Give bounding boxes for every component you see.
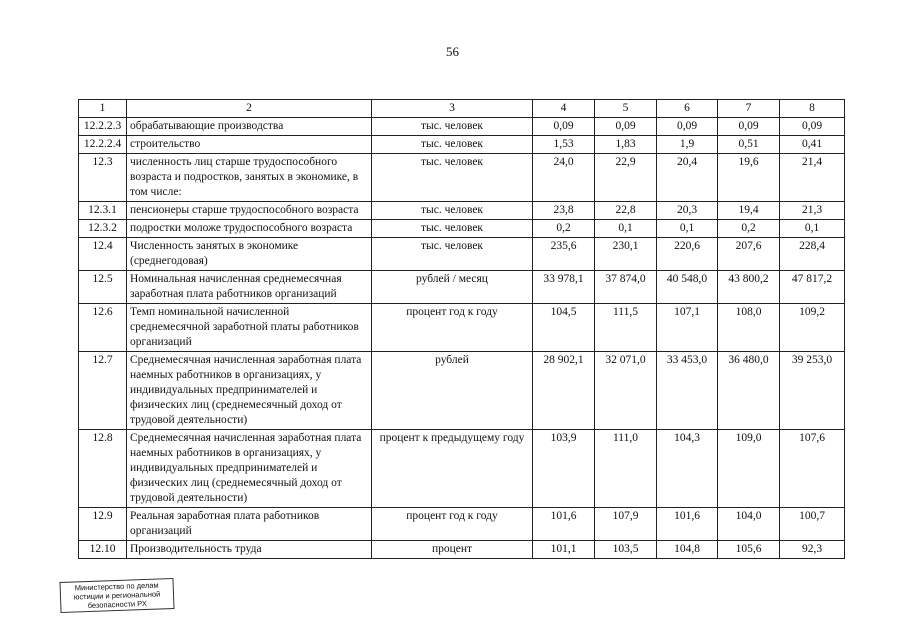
row-value-cell: 104,8 <box>657 541 718 559</box>
row-value-cell: 0,2 <box>533 220 595 238</box>
row-value-cell: 220,6 <box>657 238 718 271</box>
row-unit-cell: процент год к году <box>372 304 533 352</box>
row-value-cell: 111,0 <box>595 430 657 508</box>
row-value-cell: 109,0 <box>718 430 780 508</box>
row-value-cell: 33 978,1 <box>533 271 595 304</box>
row-value-cell: 28 902,1 <box>533 352 595 430</box>
row-code-cell: 12.6 <box>79 304 127 352</box>
row-value-cell: 207,6 <box>718 238 780 271</box>
row-value-cell: 103,9 <box>533 430 595 508</box>
row-code-cell: 12.5 <box>79 271 127 304</box>
table-row <box>79 352 845 430</box>
row-value-cell: 107,6 <box>780 430 845 508</box>
row-value-cell: 0,41 <box>780 136 845 154</box>
row-name-cell: пенсионеры старше трудоспособного возраста <box>127 202 372 220</box>
row-value-cell: 0,1 <box>595 220 657 238</box>
row-value-cell: 1,53 <box>533 136 595 154</box>
stamp-line: юстиции и региональной <box>73 589 161 602</box>
data-table <box>78 99 845 559</box>
row-value-cell: 22,8 <box>595 202 657 220</box>
header-cell: 2 <box>127 100 372 118</box>
row-name-cell: Численность занятых в экономике (среднегодовая) <box>127 238 372 271</box>
row-unit-cell: тыс. человек <box>372 136 533 154</box>
row-value-cell: 0,1 <box>657 220 718 238</box>
row-value-cell: 101,6 <box>657 508 718 541</box>
table-header-row <box>79 100 845 118</box>
table-row <box>79 136 845 154</box>
row-unit-cell: процент год к году <box>372 508 533 541</box>
row-value-cell: 0,09 <box>533 118 595 136</box>
stamp-line: Министерство по делам <box>74 580 159 593</box>
row-code-cell: 12.7 <box>79 352 127 430</box>
table-row <box>79 118 845 136</box>
row-value-cell: 33 453,0 <box>657 352 718 430</box>
row-value-cell: 0,09 <box>780 118 845 136</box>
header-cell: 5 <box>595 100 657 118</box>
table-row <box>79 430 845 508</box>
row-value-cell: 23,8 <box>533 202 595 220</box>
row-value-cell: 37 874,0 <box>595 271 657 304</box>
row-name-cell: подростки моложе трудоспособного возраста <box>127 220 372 238</box>
table-row <box>79 508 845 541</box>
row-value-cell: 22,9 <box>595 154 657 202</box>
table-row <box>79 271 845 304</box>
header-cell: 8 <box>780 100 845 118</box>
row-value-cell: 19,6 <box>718 154 780 202</box>
row-value-cell: 19,4 <box>718 202 780 220</box>
row-value-cell: 107,1 <box>657 304 718 352</box>
row-value-cell: 21,3 <box>780 202 845 220</box>
row-value-cell: 101,6 <box>533 508 595 541</box>
table-row <box>79 202 845 220</box>
row-value-cell: 24,0 <box>533 154 595 202</box>
row-value-cell: 104,5 <box>533 304 595 352</box>
row-unit-cell: процент <box>372 541 533 559</box>
row-name-cell: Темп номинальной начисленной среднемесячной заработной платы работников организаций <box>127 304 372 352</box>
header-cell: 7 <box>718 100 780 118</box>
table-row <box>79 541 845 559</box>
stamp-line: безопасности РХ <box>87 598 148 611</box>
stamp <box>59 578 174 613</box>
row-value-cell: 20,4 <box>657 154 718 202</box>
row-code-cell: 12.9 <box>79 508 127 541</box>
row-value-cell: 0,1 <box>780 220 845 238</box>
row-value-cell: 92,3 <box>780 541 845 559</box>
row-name-cell: Реальная заработная плата работников организаций <box>127 508 372 541</box>
row-unit-cell: тыс. человек <box>372 154 533 202</box>
row-unit-cell: рублей <box>372 352 533 430</box>
row-unit-cell: процент к предыдущему году <box>372 430 533 508</box>
row-value-cell: 0,2 <box>718 220 780 238</box>
row-value-cell: 32 071,0 <box>595 352 657 430</box>
table-row <box>79 304 845 352</box>
row-code-cell: 12.3 <box>79 154 127 202</box>
row-value-cell: 235,6 <box>533 238 595 271</box>
row-value-cell: 0,09 <box>718 118 780 136</box>
row-value-cell: 100,7 <box>780 508 845 541</box>
row-value-cell: 43 800,2 <box>718 271 780 304</box>
row-value-cell: 228,4 <box>780 238 845 271</box>
row-value-cell: 1,83 <box>595 136 657 154</box>
row-code-cell: 12.3.2 <box>79 220 127 238</box>
row-unit-cell: тыс. человек <box>372 202 533 220</box>
row-value-cell: 230,1 <box>595 238 657 271</box>
row-name-cell: Номинальная начисленная среднемесячная заработная плата работников организаций <box>127 271 372 304</box>
row-name-cell: численность лиц старше трудоспособного возраста и подростков, занятых в экономике, в том числе: <box>127 154 372 202</box>
row-value-cell: 21,4 <box>780 154 845 202</box>
row-code-cell: 12.3.1 <box>79 202 127 220</box>
row-value-cell: 101,1 <box>533 541 595 559</box>
row-unit-cell: тыс. человек <box>372 118 533 136</box>
row-value-cell: 107,9 <box>595 508 657 541</box>
row-value-cell: 105,6 <box>718 541 780 559</box>
row-name-cell: Среднемесячная начисленная заработная плата наемных работников в организациях, у индивидуальных предпринимателей и физических лиц (среднемесячный доход от трудовой деятельности) <box>127 352 372 430</box>
row-name-cell: Среднемесячная начисленная заработная плата наемных работников в организациях, у индивидуальных предпринимателей и физических лиц (среднемесячный доход от трудовой деятельности) <box>127 430 372 508</box>
row-value-cell: 47 817,2 <box>780 271 845 304</box>
header-cell: 3 <box>372 100 533 118</box>
row-name-cell: обрабатывающие производства <box>127 118 372 136</box>
table-row <box>79 220 845 238</box>
row-value-cell: 111,5 <box>595 304 657 352</box>
row-value-cell: 39 253,0 <box>780 352 845 430</box>
row-code-cell: 12.8 <box>79 430 127 508</box>
row-code-cell: 12.4 <box>79 238 127 271</box>
row-unit-cell: тыс. человек <box>372 220 533 238</box>
row-value-cell: 104,0 <box>718 508 780 541</box>
row-unit-cell: тыс. человек <box>372 238 533 271</box>
header-cell: 6 <box>657 100 718 118</box>
row-value-cell: 0,09 <box>595 118 657 136</box>
header-cell: 4 <box>533 100 595 118</box>
table-row <box>79 238 845 271</box>
row-name-cell: Производительность труда <box>127 541 372 559</box>
row-code-cell: 12.2.2.3 <box>79 118 127 136</box>
row-value-cell: 103,5 <box>595 541 657 559</box>
row-value-cell: 36 480,0 <box>718 352 780 430</box>
header-cell: 1 <box>79 100 127 118</box>
row-name-cell: строительство <box>127 136 372 154</box>
row-code-cell: 12.2.2.4 <box>79 136 127 154</box>
row-value-cell: 1,9 <box>657 136 718 154</box>
row-unit-cell: рублей / месяц <box>372 271 533 304</box>
row-value-cell: 0,51 <box>718 136 780 154</box>
row-value-cell: 40 548,0 <box>657 271 718 304</box>
row-value-cell: 20,3 <box>657 202 718 220</box>
row-code-cell: 12.10 <box>79 541 127 559</box>
row-value-cell: 0,09 <box>657 118 718 136</box>
table-row <box>79 154 845 202</box>
row-value-cell: 104,3 <box>657 430 718 508</box>
row-value-cell: 109,2 <box>780 304 845 352</box>
page-number: 56 <box>446 44 459 59</box>
row-value-cell: 108,0 <box>718 304 780 352</box>
